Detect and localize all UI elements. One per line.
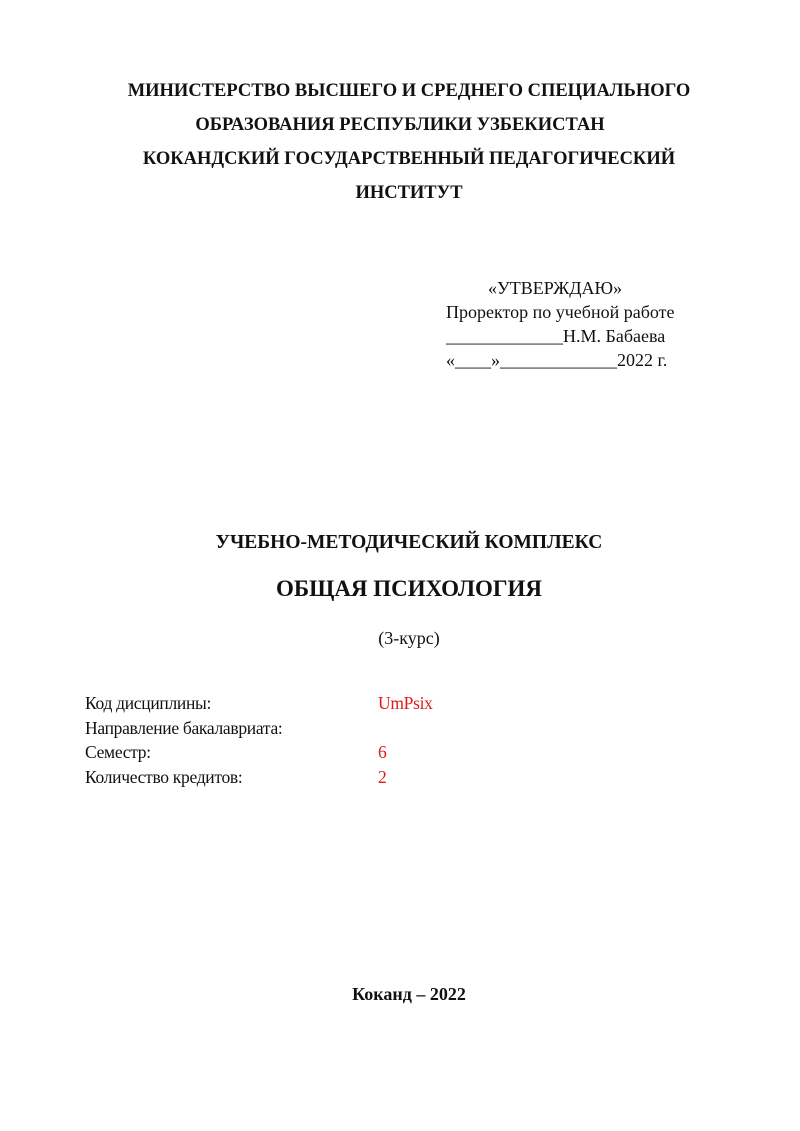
approval-block [446,276,706,372]
document-type-title: УЧЕБНО-МЕТОДИЧЕСКИЙ КОМПЛЕКС [215,532,603,553]
city-year-footer: Коканд – 2022 [352,984,466,1004]
info-label: Количество кредитов: [85,766,243,787]
info-value: 2 [378,766,387,787]
info-value: 6 [378,742,387,762]
ministry-header [0,74,800,210]
subject-title: ОБЩАЯ ПСИХОЛОГИЯ [275,576,543,601]
info-row-code [85,691,605,716]
info-label: Направление бакалавриата: [85,717,283,738]
info-label: Семестр: [85,742,151,762]
approval-title: «УТВЕРЖДАЮ» [488,278,623,298]
info-value: UmPsix [378,693,433,713]
header-line-4: ИНСТИТУТ [355,183,463,203]
header-line-1: МИНИСТЕРСТВО ВЫСШЕГО И СРЕДНЕГО СПЕЦИАЛЬНОГО [127,81,691,101]
course-label: (3-курс) [378,628,440,648]
approval-date-line: «____»_____________2022 г. [446,350,668,370]
header-line-3: КОКАНДСКИЙ ГОСУДАРСТВЕННЫЙ ПЕДАГОГИЧЕСКИЙ [142,149,676,169]
approval-position: Проректор по учебной работе [446,302,675,322]
header-line-2: ОБРАЗОВАНИЯ РЕСПУБЛИКИ УЗБЕКИСТАН [195,115,605,135]
info-row-semester [85,740,605,765]
info-row-credits [85,765,605,790]
info-label: Код дисциплины: [85,693,212,713]
approval-signature-line: _____________Н.М. Бабаева [446,326,666,346]
info-row-direction [85,716,605,741]
discipline-info [85,691,605,789]
